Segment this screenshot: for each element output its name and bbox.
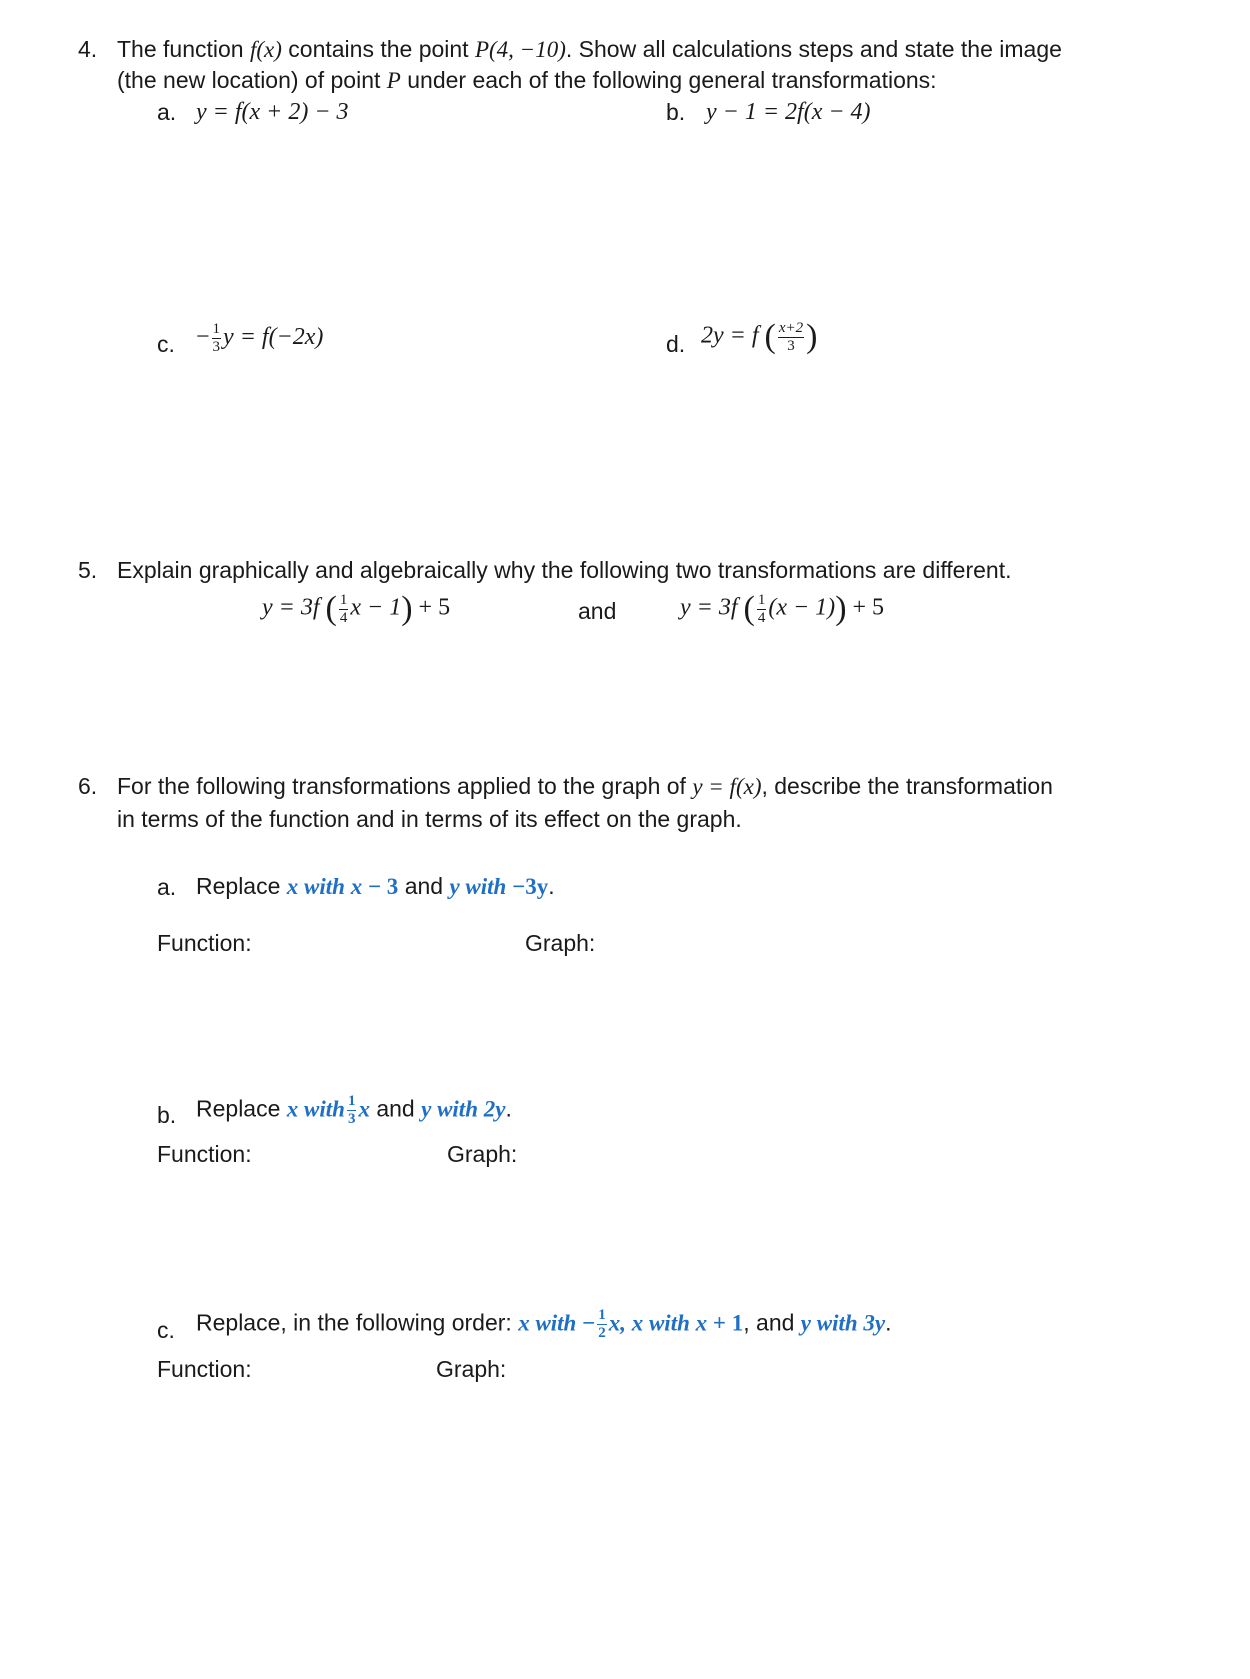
q6c-neg: − — [582, 1310, 596, 1336]
q5-eq1-tail: + 5 — [412, 594, 451, 621]
q4a-equation: y = f(x + 2) − 3 — [196, 99, 349, 125]
q6a-and: and — [398, 873, 450, 899]
q6b-replace: Replace — [196, 1095, 287, 1122]
q6c-graph-label: Graph: — [436, 1356, 507, 1382]
q5-number: 5. — [78, 557, 98, 583]
q4d-open-paren: ( — [764, 318, 776, 355]
q4d-equation — [701, 320, 817, 354]
q6b-fraction — [347, 1094, 357, 1127]
q6c-x: x, — [608, 1310, 632, 1336]
q6a-graph-label: Graph: — [525, 930, 596, 956]
q6c-period: . — [885, 1309, 892, 1336]
q4-p-symbol: P — [386, 68, 401, 93]
q5-eq1-denominator: 4 — [339, 609, 348, 626]
q6c-x-with2: x with x — [631, 1310, 708, 1336]
q6c-function-label: Function: — [157, 1356, 252, 1382]
q6-number: 6. — [78, 773, 98, 799]
q4c-neg: − — [196, 324, 210, 351]
q6c-comma: , — [743, 1309, 750, 1336]
q4-line1-text-c: . Show all calculations steps and state the image — [565, 36, 1062, 62]
q6-line1-equation: y = f(x) — [692, 774, 762, 799]
q5-eq1-numerator: 1 — [339, 591, 348, 608]
q4c-equation — [196, 322, 323, 355]
q4-number: 4. — [78, 36, 98, 62]
q6b-and: and — [369, 1095, 422, 1122]
q6b-function-label: Function: — [157, 1141, 252, 1167]
q6c-instruction — [196, 1308, 892, 1341]
q6-line1-text-b: , describe the transformation — [761, 773, 1053, 799]
q6c-and: and — [749, 1309, 801, 1336]
q6c-denominator: 2 — [598, 1325, 606, 1341]
q4c-denominator: 3 — [212, 339, 221, 355]
q6a-replace: Replace — [196, 873, 287, 899]
q6a-x-with: x with x — [286, 874, 363, 899]
q6a-function-label: Function: — [157, 930, 252, 956]
q6b-x-with: x with — [286, 1096, 345, 1122]
q4d-denominator: 3 — [787, 337, 795, 354]
q4-line2 — [117, 67, 937, 95]
q4c-numerator: 1 — [212, 321, 221, 337]
q5-and: and — [578, 598, 617, 624]
q6a-period: . — [548, 873, 555, 899]
q5-eq1-inner: x − 1 — [350, 594, 402, 621]
q5-equation-1 — [262, 592, 450, 626]
q6c-label: c. — [157, 1317, 175, 1343]
q5-eq1-fraction — [339, 593, 349, 626]
q6-line1-text-a: For the following transformations applied to the graph of — [117, 773, 693, 799]
q4b-label: b. — [666, 99, 686, 125]
q6a-minus3: − 3 — [362, 874, 399, 899]
q6-line1 — [117, 773, 1053, 801]
q6-line2: in terms of the function and in terms of its effect on the graph. — [117, 806, 742, 832]
q5-eq2-denominator: 4 — [757, 609, 766, 626]
q6a-label: a. — [157, 874, 177, 900]
q4a-label: a. — [157, 99, 177, 125]
q5-eq2-open-paren: ( — [743, 590, 755, 627]
q6c-numerator: 1 — [598, 1307, 606, 1323]
q6b-numerator: 1 — [347, 1093, 356, 1109]
q4d-fraction — [778, 321, 804, 354]
q6b-2y: 2y — [483, 1096, 506, 1122]
q4-line2-text-b: under each of the following general transformations: — [400, 67, 937, 93]
q6c-fraction — [597, 1308, 607, 1341]
q4d-close-paren: ) — [806, 318, 818, 355]
q5-eq2-numerator: 1 — [757, 591, 766, 608]
q4-function-fx: f(x) — [249, 37, 282, 62]
q5-eq1-lhs: y = 3f — [262, 594, 320, 621]
q6a-instruction — [196, 873, 555, 901]
q5-text: Explain graphically and algebraically why the following two transformations are different. — [117, 557, 1012, 583]
q4-point-p: P(4, −10) — [474, 37, 566, 62]
q5-eq2-close-paren: ) — [835, 590, 847, 627]
q5-eq2-tail: + 5 — [846, 594, 885, 621]
q6c-replace: Replace, in the following order: — [196, 1309, 519, 1336]
q6b-label: b. — [157, 1102, 177, 1128]
q4c-rest: y = f(−2x) — [223, 324, 324, 351]
q4b-equation: y − 1 = 2f(x − 4) — [706, 99, 871, 125]
q6b-denominator: 3 — [347, 1111, 356, 1127]
q4-line2-text-a: (the new location) of point — [117, 67, 387, 93]
q6c-plus1: + 1 — [707, 1310, 744, 1336]
q5-equation-2 — [680, 592, 884, 626]
q6a-neg3y — [512, 874, 548, 899]
q6b-x: x — [358, 1096, 370, 1122]
q5-eq1-open-paren: ( — [325, 590, 337, 627]
q6a-y-with: y with — [449, 874, 513, 899]
q4d-numerator: x+2 — [778, 319, 804, 336]
q6b-instruction — [196, 1094, 512, 1127]
q4c-label: c. — [157, 331, 175, 357]
q4-line1-text-a: The function — [117, 36, 250, 62]
q6c-x-with: x with — [518, 1310, 583, 1336]
q6b-graph-label: Graph: — [447, 1141, 518, 1167]
q4c-fraction — [212, 322, 222, 355]
q6b-y-with: y with — [421, 1096, 484, 1122]
q4d-label: d. — [666, 331, 686, 357]
q6c-y-with: y with — [800, 1310, 864, 1336]
q5-eq2-lhs: y = 3f — [680, 594, 738, 621]
q6a-neg3y-text: −3y — [512, 874, 549, 899]
q6b-period: . — [505, 1095, 512, 1122]
q5-eq2-inner: (x − 1) — [768, 594, 836, 621]
q5-eq1-close-paren: ) — [401, 590, 413, 627]
q5-eq2-fraction — [757, 593, 767, 626]
q6c-3y: 3y — [863, 1310, 886, 1336]
q4d-lhs: 2y = f — [701, 322, 765, 349]
q4-line1 — [117, 36, 1062, 64]
q4-line1-text-b: contains the point — [281, 36, 475, 62]
